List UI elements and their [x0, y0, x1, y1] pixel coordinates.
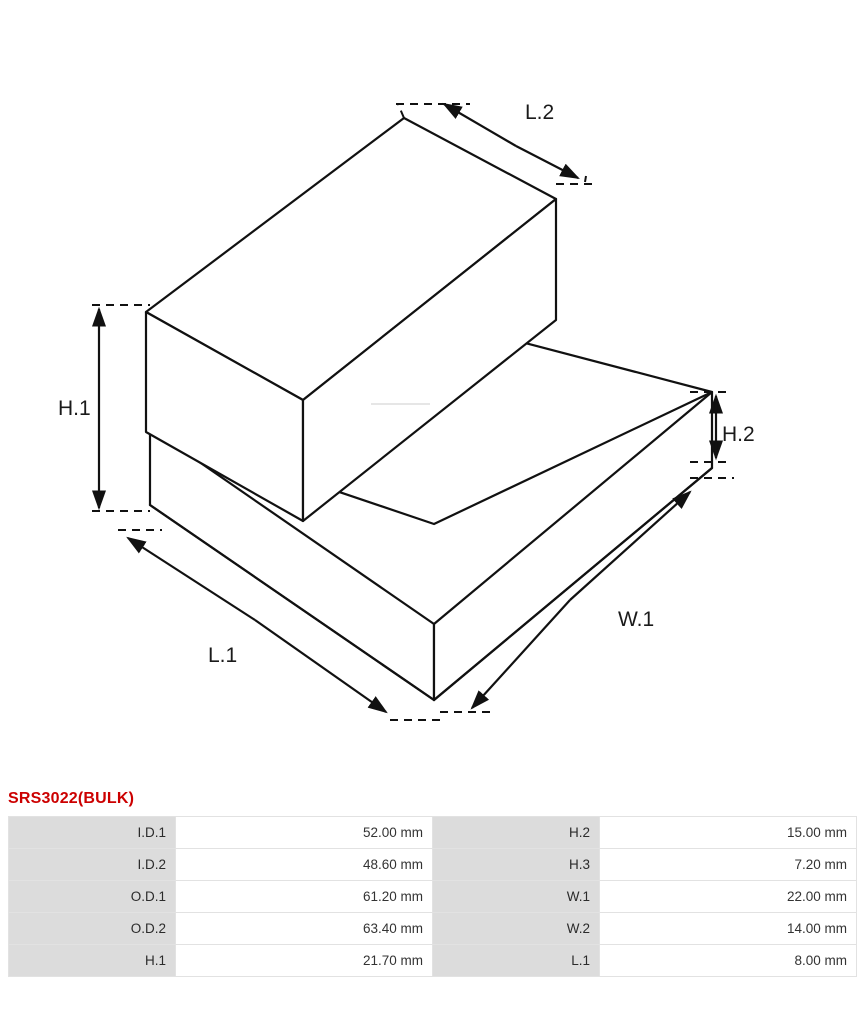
part-title: SRS3022(BULK) [8, 790, 135, 807]
spec-value: 21.70 mm [176, 945, 433, 977]
table-row [9, 849, 857, 881]
specification-table [8, 816, 857, 977]
spec-key: L.1 [433, 945, 600, 977]
spec-key: O.D.2 [9, 913, 176, 945]
spec-value: 8.00 mm [600, 945, 857, 977]
dimension-h1 [58, 305, 150, 511]
label-l2: L.2 [525, 101, 555, 124]
spec-key: O.D.1 [9, 881, 176, 913]
spec-value: 63.40 mm [176, 913, 433, 945]
label-h1: H.1 [58, 397, 91, 420]
table-row [9, 881, 857, 913]
label-h2: H.2 [722, 423, 755, 446]
label-l1: L.1 [208, 644, 238, 667]
spec-key: H.1 [9, 945, 176, 977]
spec-value: 7.20 mm [600, 849, 857, 881]
label-w1: W.1 [618, 608, 655, 631]
spec-key: I.D.1 [9, 817, 176, 849]
spec-value: 14.00 mm [600, 913, 857, 945]
spec-key: I.D.2 [9, 849, 176, 881]
spec-key: H.2 [433, 817, 600, 849]
table-row [9, 913, 857, 945]
spec-value: 15.00 mm [600, 817, 857, 849]
spec-value: 22.00 mm [600, 881, 857, 913]
spec-value: 48.60 mm [176, 849, 433, 881]
table-row [9, 945, 857, 977]
table-row [9, 817, 857, 849]
spec-value: 52.00 mm [176, 817, 433, 849]
spec-key: H.3 [433, 849, 600, 881]
spec-value: 61.20 mm [176, 881, 433, 913]
spec-table-body [9, 817, 857, 977]
spec-key: W.1 [433, 881, 600, 913]
spec-key: W.2 [433, 913, 600, 945]
